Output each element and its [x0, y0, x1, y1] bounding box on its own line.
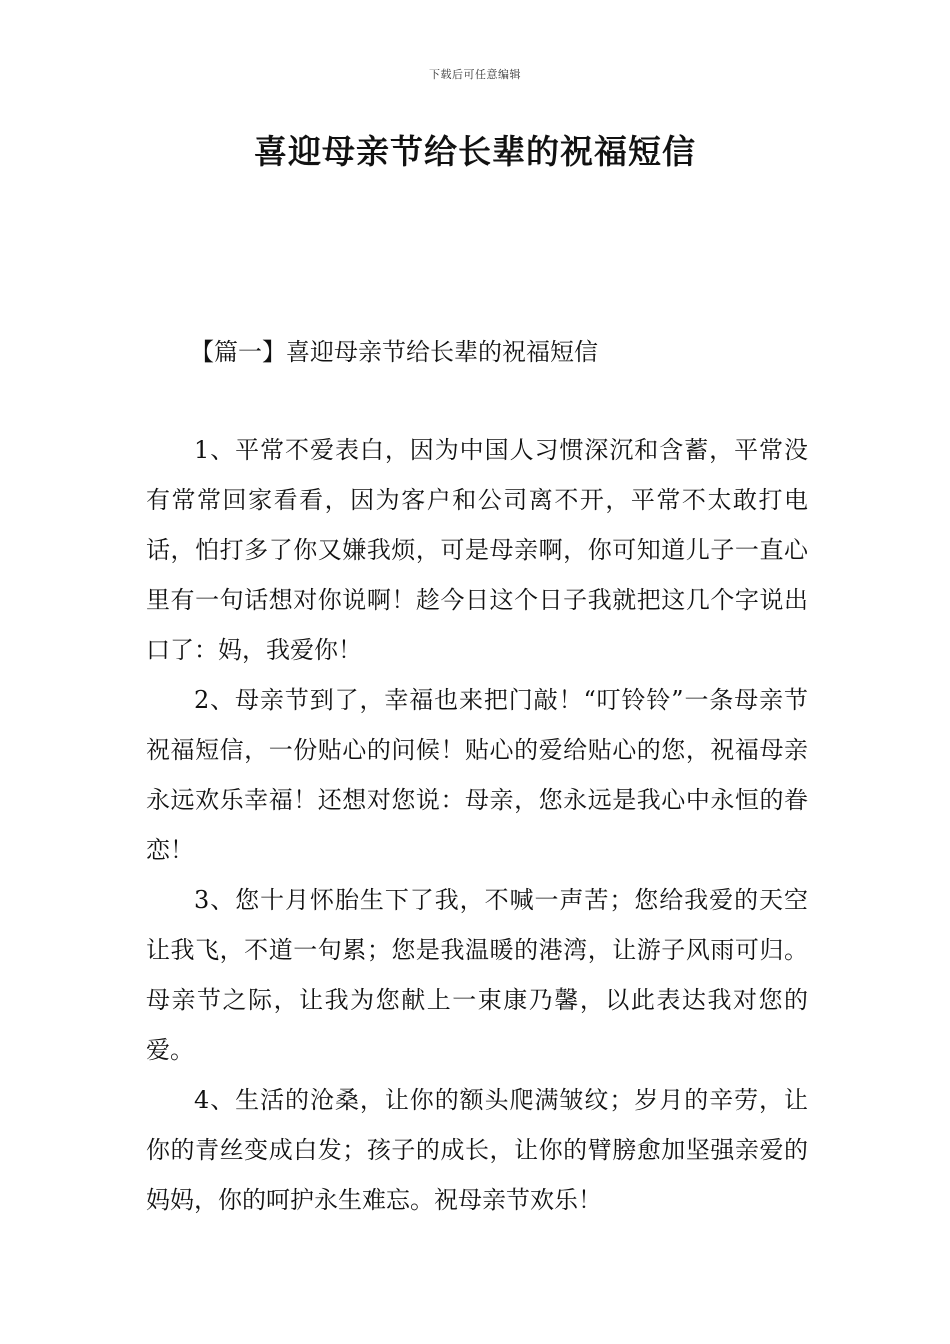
paragraph: 1、平常不爱表白，因为中国人习惯深沉和含蓄，平常没有常常回家看看，因为客户和公司离不开，平常不太敢打电话，怕打多了你又嫌我烦，可是母亲啊，你可知道儿子一直心里有一句话想对你说啊！趁今日这个日子我就把这几个字说出口了：妈，我爱你！ [146, 436, 808, 664]
document-title: 喜迎母亲节给长辈的祝福短信 [254, 132, 696, 171]
section-heading: 【篇一】喜迎母亲节给长辈的祝福短信 [190, 338, 598, 366]
header-note: 下载后可任意编辑 [429, 68, 521, 81]
paragraph: 3、您十月怀胎生下了我，不喊一声苦；您给我爱的天空让我飞，不道一句累；您是我温暖的港湾，让游子风雨可归。母亲节之际，让我为您献上一束康乃馨，以此表达我对您的爱。 [146, 886, 808, 1064]
document-body [146, 425, 808, 1225]
paragraph: 4、生活的沧桑，让你的额头爬满皱纹；岁月的辛劳，让你的青丝变成白发；孩子的成长，让你的臂膀愈加坚强亲爱的妈妈，你的呵护永生难忘。祝母亲节欢乐！ [146, 1086, 808, 1214]
paragraph: 2、母亲节到了，幸福也来把门敲！“叮铃铃”一条母亲节祝福短信，一份贴心的问候！贴心的爱给贴心的您，祝福母亲永远欢乐幸福！还想对您说：母亲，您永远是我心中永恒的眷恋！ [146, 686, 808, 864]
